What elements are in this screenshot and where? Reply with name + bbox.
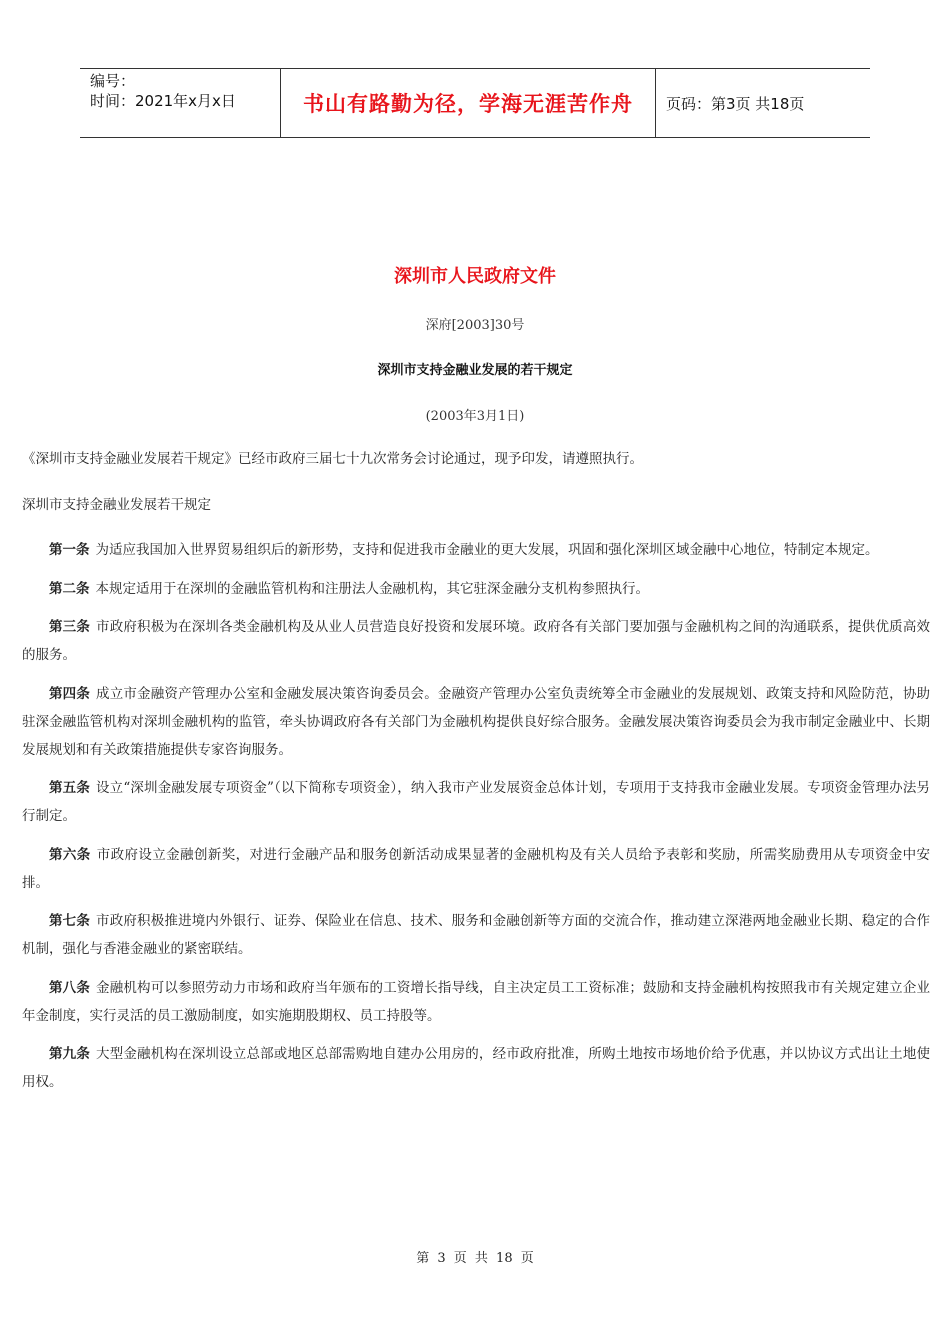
articles-list <box>22 536 930 1107</box>
article-text: 为适应我国加入世界贸易组织后的新形势，支持和促进我市金融业的更大发展，巩固和强化深圳区域金融中心地位，特制定本规定。 <box>95 542 879 558</box>
article-text: 金融机构可以参照劳动力市场和政府当年颁布的工资增长指导线，自主决定员工工资标准；鼓励和支持金融机构按照我市有关规定建立企业年金制度，实行灵活的员工激励制度，如实施期股期权、员工持股等。 <box>22 979 931 1024</box>
intro-title: 深圳市支持金融业发展若干规定 <box>22 497 211 513</box>
document-date: (2003年3月1日) <box>425 409 525 424</box>
article-number: 第三条 <box>49 619 91 635</box>
page-footer: 第 3 页 共 18 页 <box>416 1251 534 1266</box>
article-item <box>22 1040 930 1096</box>
article-item <box>22 774 930 830</box>
article-number: 第四条 <box>49 685 91 702</box>
document-subtitle: 深圳市支持金融业发展的若干规定 <box>377 363 573 378</box>
article-text: 大型金融机构在深圳设立总部或地区总部需购地自建办公用房的，经市政府批准，所购土地按市场地价给予优惠，并以协议方式出让土地使用权。 <box>22 1046 931 1090</box>
header-page-label: 页码：第3页 共18页 <box>666 94 805 113</box>
intro-paragraph: 《深圳市支持金融业发展若干规定》已经市政府三届七十九次常务会讨论通过，现予印发，请遵照执行。 <box>22 451 643 467</box>
article-number: 第二条 <box>49 580 90 597</box>
article-item <box>22 575 930 603</box>
article-text: 本规定适用于在深圳的金融监管机构和注册法人金融机构，其它驻深金融分支机构参照执行。 <box>95 580 649 597</box>
article-text: 市政府设立金融创新奖，对进行金融产品和服务创新活动成果显著的金融机构及有关人员给予表彰和奖励，所需奖励费用从专项资金中安排。 <box>22 846 931 891</box>
article-text: 设立“深圳金融发展专项资金”（以下简称专项资金），纳入我市产业发展资金总体计划，专项用于支持我市金融业发展。专项资金管理办法另行制定。 <box>22 780 930 824</box>
article-text: 成立市金融资产管理办公室和金融发展决策咨询委员会。金融资产管理办公室负责统筹全市金融业的发展规划、政策支持和风险防范，协助驻深金融监管机构对深圳金融机构的监管，牵头协调政府各有关部门为金融机构提供良好综合服务。金融发展决策咨询委员会为我市制定金融业中、长期发展规划和有关政策措施提供专家咨询服务。 <box>22 685 931 758</box>
document-title: 深圳市人民政府文件 <box>394 266 556 287</box>
article-number: 第八条 <box>49 979 91 996</box>
article-item <box>22 680 930 764</box>
article-number: 第九条 <box>49 1046 91 1062</box>
article-item <box>22 536 930 564</box>
article-item <box>22 841 930 897</box>
number-label: 编号： <box>90 72 136 90</box>
article-text: 市政府积极推进境内外银行、证券、保险业在信息、技术、服务和金融创新等方面的交流合作，推动建立深港两地金融业长期、稳定的合作机制，强化与香港金融业的紧密联结。 <box>22 913 931 957</box>
article-item <box>22 613 930 669</box>
article-number: 第七条 <box>49 913 91 929</box>
article-item <box>22 907 930 963</box>
article-item <box>22 974 930 1030</box>
header-motto: 书山有路勤为径，学海无涯苦作舟 <box>280 69 656 137</box>
page-header <box>80 68 870 138</box>
article-text: 市政府积极为在深圳各类金融机构及从业人员营造良好投资和发展环境。政府各有关部门要加强与金融机构之间的沟通联系，提供优质高效的服务。 <box>22 619 931 663</box>
time-label: 时间：2021年x月x日 <box>90 92 236 110</box>
header-meta <box>80 69 280 137</box>
article-number: 第六条 <box>49 846 91 863</box>
document-number: 深府[2003]30号 <box>425 318 525 333</box>
article-number: 第五条 <box>49 780 90 796</box>
article-number: 第一条 <box>49 542 90 558</box>
